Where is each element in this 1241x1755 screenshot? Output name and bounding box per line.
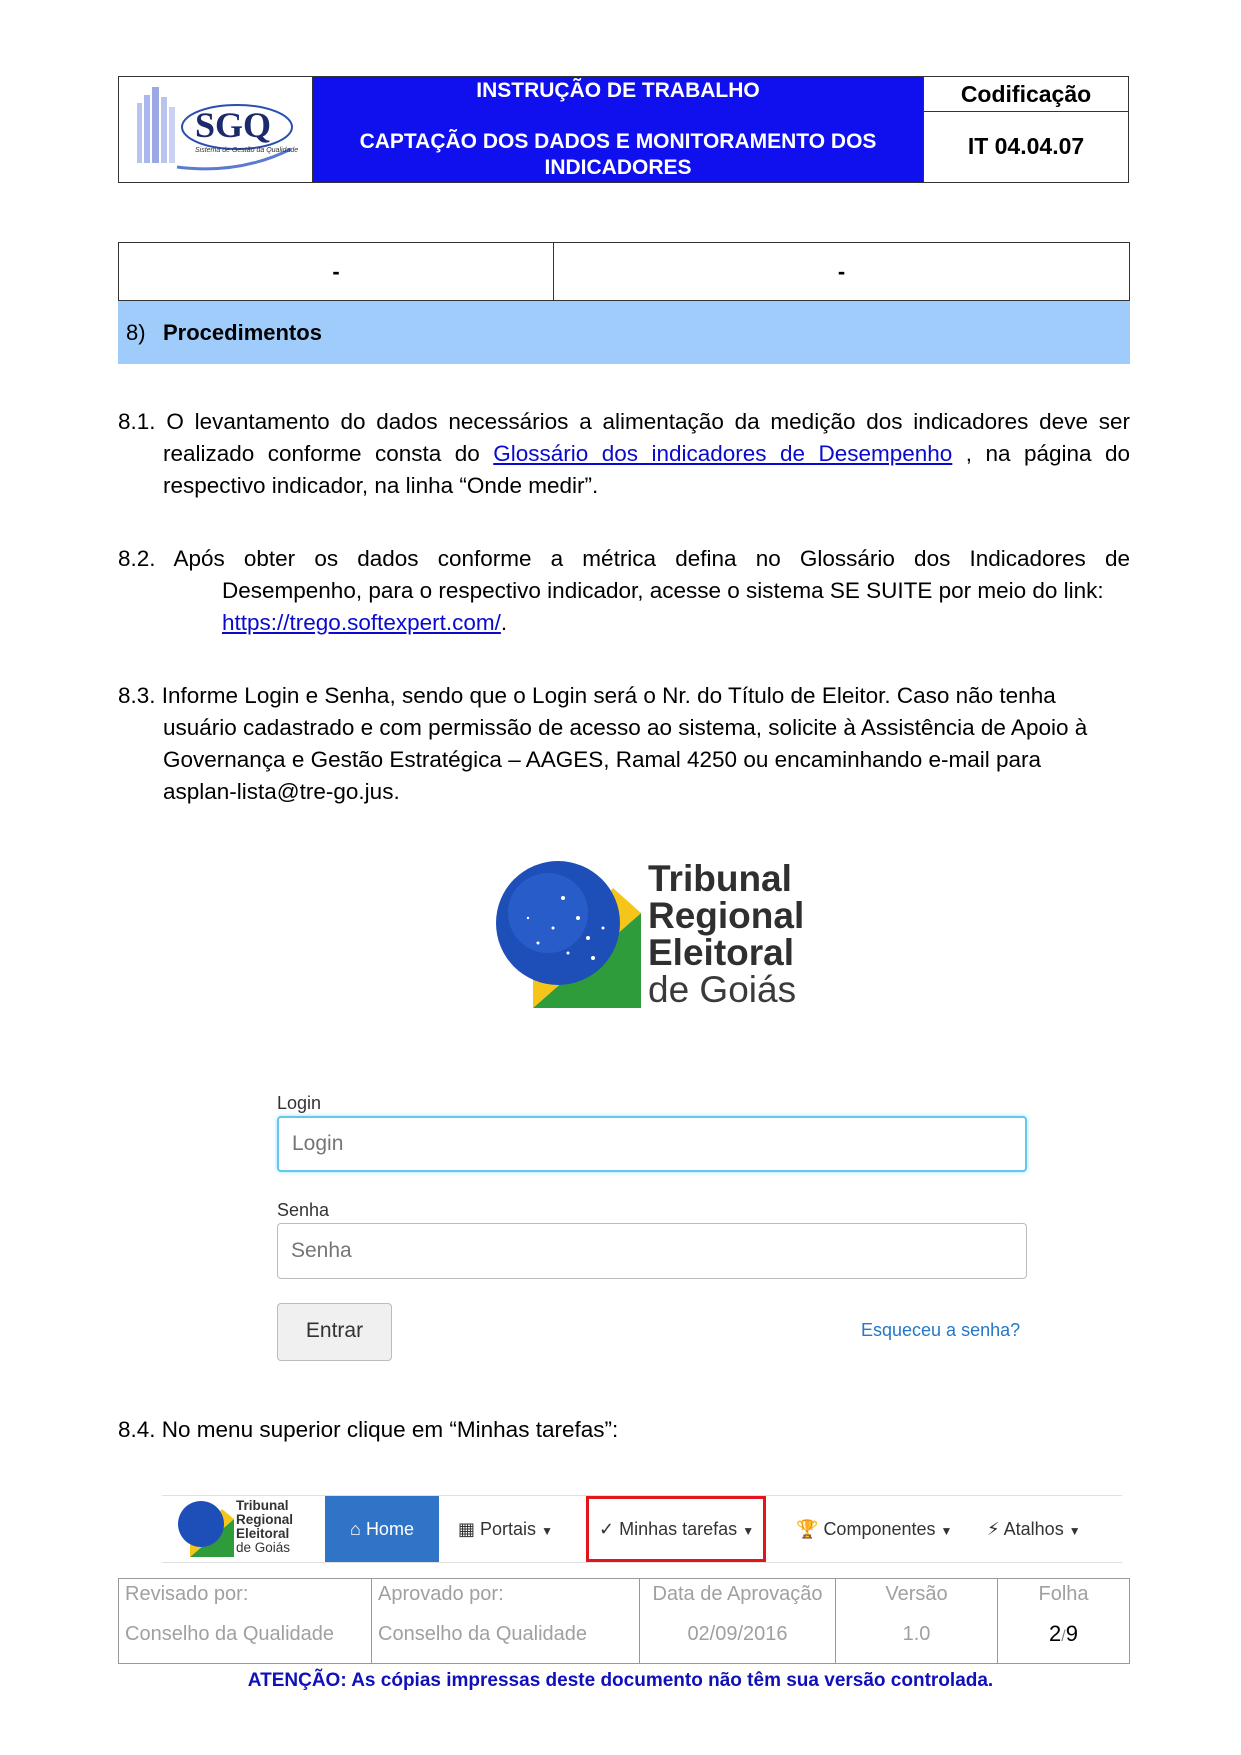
caret-down-icon: ▼ <box>940 1524 953 1538</box>
document-type: INSTRUÇÃO DE TRABALHO <box>476 79 760 102</box>
home-icon: ⌂ <box>350 1519 361 1539</box>
approved-label: Aprovado por: <box>378 1583 504 1605</box>
step-8-4: 8.4. No menu superior clique em “Minhas tarefas”: <box>118 1417 619 1442</box>
nav-home[interactable] <box>325 1496 439 1562</box>
nav-logo-emblem-icon <box>176 1499 236 1559</box>
date-value: 02/09/2016 <box>687 1623 788 1645</box>
header-code-cell <box>923 77 1128 182</box>
grid-icon: ▦ <box>458 1519 476 1539</box>
section-number: 8) <box>126 320 146 345</box>
section-heading <box>118 301 1130 364</box>
step-8-1-line-2 <box>163 438 1130 470</box>
date-column <box>640 1579 836 1663</box>
check-icon: ✓ <box>599 1519 615 1539</box>
dash-table <box>118 242 1130 301</box>
step-8-1-pre: realizado conforme consta do <box>163 441 494 466</box>
tre-logo-line-4: de Goiás <box>648 969 797 1010</box>
caret-down-icon: ▼ <box>1068 1524 1081 1538</box>
step-8-2-line-2: Desempenho, para o respectivo indicador, acesse o sistema SE SUITE por meio do link: <box>222 578 1104 603</box>
nav-minhas-tarefas-label: Minhas tarefas <box>619 1519 738 1539</box>
caret-down-icon: ▼ <box>742 1524 755 1538</box>
dash-cell-left: - <box>119 243 554 300</box>
step-8-3-line-3: Governança e Gestão Estratégica – AAGES, Ramal 4250 ou encaminhando e-mail para <box>163 747 1042 772</box>
se-suite-link[interactable]: https://trego.softexpert.com/ <box>222 610 501 635</box>
minhas-tarefas-highlight <box>586 1496 766 1562</box>
sgq-logo-text: SGQ <box>195 105 272 145</box>
top-menu-bar <box>162 1495 1122 1563</box>
sgq-logo <box>119 77 313 182</box>
nav-logo-line-4: de Goiás <box>236 1540 291 1555</box>
revised-column <box>119 1579 372 1663</box>
glossary-link[interactable]: Glossário dos indicadores de Desempenho <box>493 441 953 466</box>
login-input[interactable] <box>277 1116 1027 1172</box>
approved-column <box>372 1579 640 1663</box>
nav-logo-line-2: Regional <box>236 1512 294 1527</box>
step-8-1-post: , na página do <box>965 441 1130 466</box>
approval-table <box>118 1578 1130 1664</box>
revised-value: Conselho da Qualidade <box>125 1623 335 1645</box>
tre-logo-line-2: Regional <box>648 895 805 936</box>
nav-componentes-label: Componentes <box>823 1519 936 1539</box>
step-8-1-line-3: respectivo indicador, na linha “Onde medir”. <box>163 473 599 498</box>
section-title: Procedimentos <box>163 320 322 345</box>
step-8-2-line-3 <box>222 607 507 639</box>
step-8-3-line-1: 8.3. Informe Login e Senha, sendo que o Login será o Nr. do Título de Eleitor. Caso não tenha <box>118 683 1056 708</box>
step-8-2-line-1: 8.2. Após obter os dados conforme a métrica defina no Glossário dos Indicadores de <box>118 546 1130 571</box>
dash-cell-right: - <box>837 259 846 284</box>
login-label: Login <box>277 1093 322 1113</box>
sheet-current: 2 <box>1049 1621 1062 1646</box>
version-value: 1.0 <box>902 1623 931 1645</box>
caret-down-icon: ▼ <box>541 1524 553 1538</box>
document-title: CAPTAÇÃO DOS DADOS E MONITORAMENTO DOS INDICADORES <box>359 130 877 179</box>
nav-home-label: Home <box>365 1519 414 1539</box>
controlled-copy-warning: ATENÇÃO: As cópias impressas deste documento não têm sua versão controlada. <box>247 1670 994 1691</box>
step-8-1-line-1: 8.1. O levantamento do dados necessários a alimentação da medição dos indicadores deve ser <box>118 409 1130 434</box>
sheet-value: 2/9 <box>1049 1621 1078 1646</box>
tre-logo-line-1: Tribunal <box>648 858 792 899</box>
nav-atalhos[interactable] <box>987 1496 1081 1562</box>
code-label: Codificação <box>924 77 1128 112</box>
sheet-total: 9 <box>1065 1621 1078 1646</box>
tre-go-logo <box>493 858 823 1018</box>
nav-logo-line-3: Eleitoral <box>236 1526 290 1541</box>
step-8-3-line-2: usuário cadastrado e com permissão de acesso ao sistema, solicite à Assistência de Apoio à <box>163 715 1088 740</box>
nav-logo <box>176 1499 316 1559</box>
version-column <box>836 1579 998 1663</box>
step-8-2-post: . <box>500 610 508 635</box>
nav-atalhos-label: Atalhos <box>1003 1519 1064 1539</box>
header-title-cell <box>313 77 923 182</box>
entrar-button[interactable]: Entrar <box>277 1303 392 1361</box>
nav-portais-label: Portais <box>480 1519 537 1539</box>
step-8-3-line-4: asplan-lista@tre-go.jus. <box>163 779 400 804</box>
tre-emblem-icon <box>493 858 653 1018</box>
nav-componentes[interactable] <box>796 1496 952 1562</box>
revised-label: Revisado por: <box>125 1583 249 1605</box>
version-label: Versão <box>885 1583 948 1605</box>
bolt-icon: ⚡ <box>987 1519 1000 1539</box>
trophy-icon: 🏆 <box>796 1519 819 1539</box>
code-value: IT 04.04.07 <box>967 133 1085 159</box>
sheet-column <box>998 1579 1129 1663</box>
forgot-password-link[interactable]: Esqueceu a senha? <box>861 1320 1021 1340</box>
sgq-logo-subtext: Sistema de Gestão da Qualidade <box>195 147 299 154</box>
date-label: Data de Aprovação <box>652 1583 823 1605</box>
password-input[interactable] <box>277 1223 1027 1279</box>
nav-logo-line-1: Tribunal <box>236 1498 289 1513</box>
document-header <box>118 76 1129 183</box>
sheet-label: Folha <box>1038 1583 1089 1605</box>
password-label: Senha <box>277 1200 330 1220</box>
tre-logo-line-3: Eleitoral <box>648 932 794 973</box>
approved-value: Conselho da Qualidade <box>378 1623 588 1645</box>
nav-portais[interactable] <box>458 1496 553 1562</box>
